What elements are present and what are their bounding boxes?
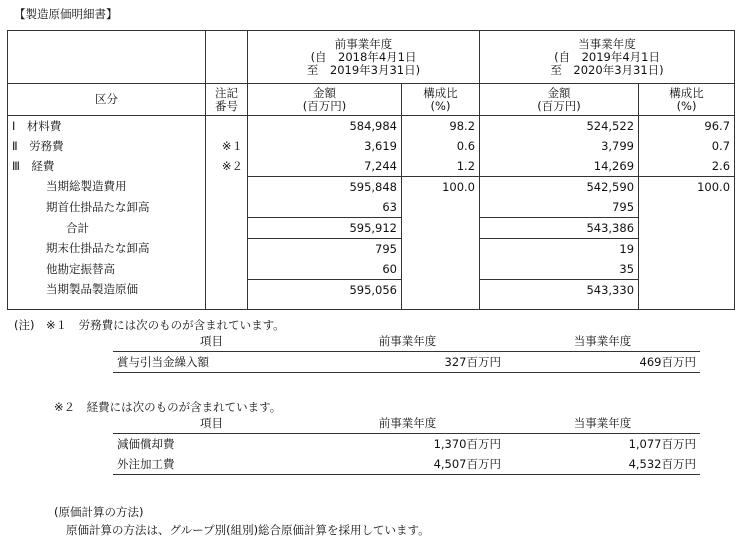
curr-amount-header: 金額 (百万円) [480,84,639,116]
costing-method-text: 原価計算の方法は、グループ別(組別)総合原価計算を採用しています。 [66,523,430,537]
table-row: 減価償却費 1,370百万円 1,077百万円 [117,436,696,451]
prev-year-header: 前事業年度 (自 2018年4月1日 至 2019年3月31日) [248,31,480,84]
table-row: 期末仕掛品たな卸高 795 19 [8,239,735,260]
table-row: Ⅱ 労務費 ※１ 3,619 0.6 3,799 0.7 [8,136,735,156]
note1-table [113,331,700,373]
note1-col-item: 項目 [113,331,310,352]
curr-ratio-header: 構成比 (%) [639,84,735,116]
note2-col-curr: 当事業年度 [505,413,700,434]
table-row: 他勘定振替高 60 35 [8,259,735,280]
note2-table [113,413,700,475]
costing-method-heading: (原価計算の方法) [54,505,144,519]
section-title: 【製造原価明細書】 [14,7,118,21]
note1-heading: (注) ※１ 労務費には次のものが含まれています。 [14,318,285,332]
note1-col-prev: 前事業年度 [310,331,505,352]
prev-amount-header: 金額 (百万円) [248,84,402,116]
table-row: 当期総製造費用 595,848 100.0 542,590 100.0 [8,177,735,198]
table-row: Ⅰ 材料費 584,984 98.2 524,522 96.7 [8,116,735,137]
table-row: 外注加工費 4,507百万円 4,532百万円 [113,454,700,475]
note1-col-curr: 当事業年度 [505,331,700,352]
category-header: 区分 [8,84,206,116]
table-row: 当期製品製造原価 595,056 543,330 [8,280,735,301]
table-row: 合計 595,912 543,386 [8,218,735,239]
manufacturing-cost-table [7,30,735,310]
table-row: Ⅲ 経費 ※２ 7,244 1.2 14,269 2.6 [8,156,735,177]
curr-year-header: 当事業年度 (自 2019年4月1日 至 2020年3月31日) [480,31,735,84]
table-row: 期首仕掛品たな卸高 63 795 [8,197,735,218]
table-row: 賞与引当金繰入額 327百万円 469百万円 [113,352,700,373]
note2-col-item: 項目 [113,413,310,434]
note2-col-prev: 前事業年度 [310,413,505,434]
note2-heading: ※２ 経費には次のものが含まれています。 [54,400,282,414]
note-number-header: 注記 番号 [206,84,248,116]
prev-ratio-header: 構成比 (%) [402,84,480,116]
